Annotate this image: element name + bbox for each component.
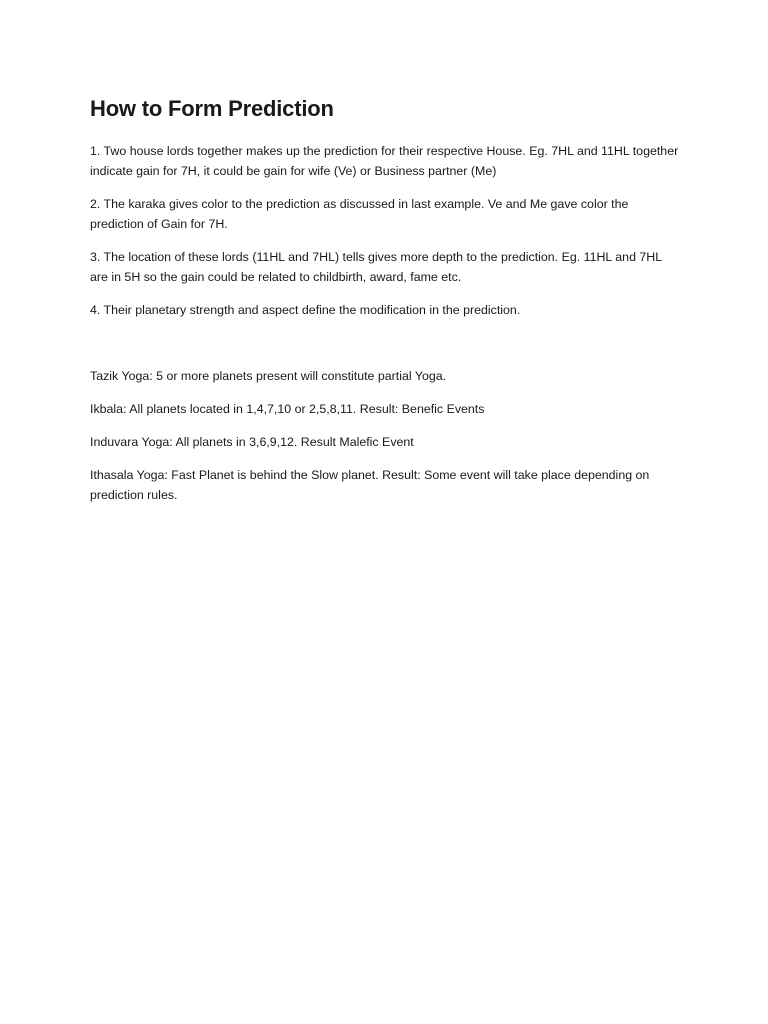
ikbala-paragraph: Ikbala: All planets located in 1,4,7,10 or 2,5,8,11. Result: Benefic Events [90, 402, 485, 416]
tazik-yoga-paragraph: Tazik Yoga: 5 or more planets present will constitute partial Yoga. [90, 369, 447, 383]
rule-4-paragraph: 4. Their planetary strength and aspect define the modification in the prediction. [90, 303, 521, 317]
rule-1-paragraph: 1. Two house lords together makes up the prediction for their respective House. Eg. 7HL and 11HL together indicate gain for 7H, it could be gain for wife (Ve) or Business partner (Me) [90, 144, 679, 178]
rule-2-paragraph: 2. The karaka gives color to the prediction as discussed in last example. Ve and Me gave color the prediction of Gain for 7H. [90, 197, 629, 231]
ithasala-yoga-paragraph: Ithasala Yoga: Fast Planet is behind the Slow planet. Result: Some event will take place depending on prediction rules. [90, 468, 650, 502]
induvara-yoga-paragraph: Induvara Yoga: All planets in 3,6,9,12. Result Malefic Event [90, 435, 414, 449]
section-spacer [90, 333, 680, 366]
rule-3-paragraph: 3. The location of these lords (11HL and 7HL) tells gives more depth to the prediction. Eg. 11HL and 7HL are in 5H so the gain could be related to childbirth, award, fame etc. [90, 250, 662, 284]
page-title: How to Form Prediction [90, 96, 334, 121]
document-page [90, 95, 680, 518]
